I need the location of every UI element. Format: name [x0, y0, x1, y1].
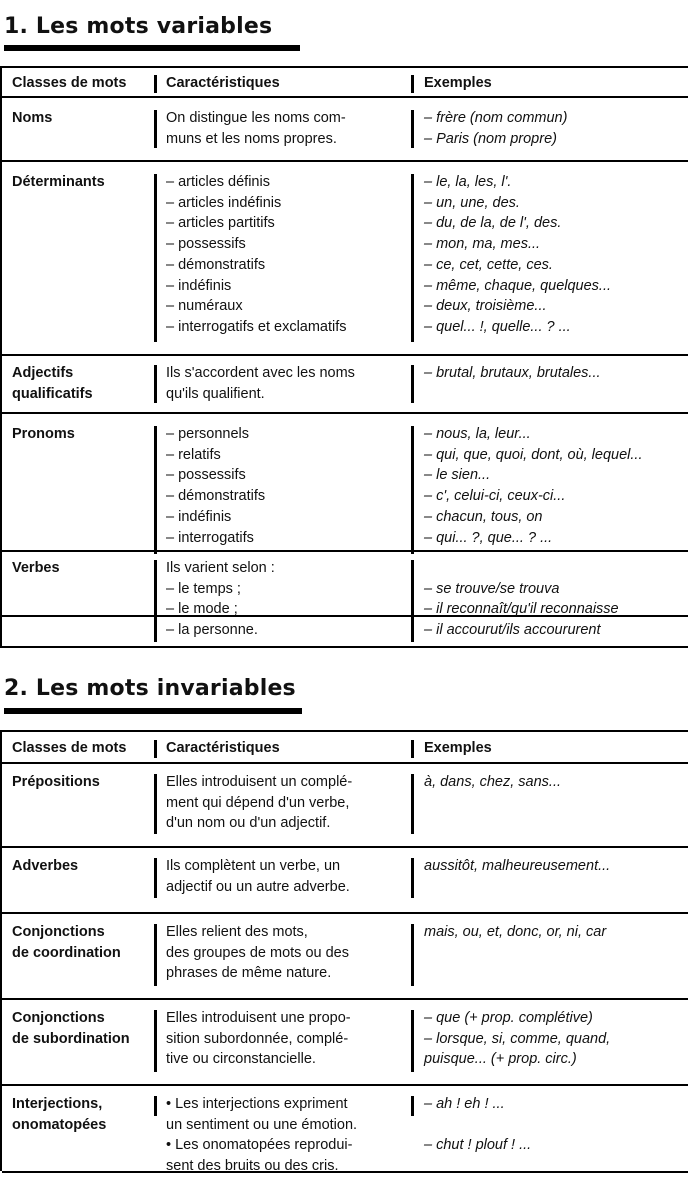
column-divider [154, 1096, 157, 1116]
row-class-line: Adjectifs [12, 365, 74, 381]
example-line: – un, une, des. [424, 194, 520, 211]
text-line: qu'ils qualifient. [166, 385, 265, 402]
text-line: sent des bruits ou des cris. [166, 1158, 339, 1175]
row-class [12, 172, 152, 354]
row-class-line: de coordination [12, 944, 121, 961]
example-line: – le, la, les, l'. [424, 174, 512, 190]
table-header [2, 732, 688, 762]
section-1-title: 1. Les mots variables [4, 14, 273, 39]
column-divider [411, 560, 414, 642]
row-class-line: Adverbes [12, 858, 79, 874]
column-divider [411, 924, 414, 986]
row-class-line: de subordination [12, 1030, 130, 1047]
section-2-title-underline [4, 708, 302, 714]
example-line [424, 1115, 688, 1136]
text-line: – indéfinis [166, 277, 232, 294]
table-row-interjections [2, 1084, 688, 1173]
column-divider [411, 365, 414, 403]
column-divider [154, 1010, 157, 1072]
example-line [424, 558, 688, 579]
text-line: Ils s'accordent avec les noms [166, 365, 355, 381]
text-line: Elles introduisent une propo- [166, 1010, 351, 1026]
row-class-line: onomatopées [12, 1116, 107, 1133]
example-line: – lorsque, si, comme, quand, [424, 1030, 611, 1047]
text-line: – le mode ; [166, 601, 238, 618]
header-exemples: Exemples [424, 75, 492, 91]
example-line: – chut ! plouf ! ... [424, 1137, 532, 1154]
row-caracteristiques [166, 108, 406, 160]
example-line: – Paris (nom propre) [424, 130, 557, 147]
row-class [12, 108, 152, 160]
text-line: un sentiment ou une émotion. [166, 1116, 358, 1133]
column-divider [411, 75, 414, 93]
row-caracteristiques [166, 172, 406, 354]
text-line: On distingue les noms com- [166, 110, 346, 126]
row-exemples [424, 363, 688, 412]
example-line: à, dans, chez, sans... [424, 774, 562, 790]
section-1-title-underline [4, 45, 300, 51]
column-divider [411, 426, 414, 554]
row-exemples [424, 558, 688, 648]
example-line: – ah ! eh ! ... [424, 1096, 505, 1112]
table-row-conjonctions-coordination [2, 912, 688, 998]
table-row-adjectifs [2, 354, 688, 412]
text-line: • Les interjections expriment [166, 1096, 348, 1112]
text-line: – possessifs [166, 236, 246, 253]
column-divider [154, 858, 157, 898]
header-classes: Classes de mots [12, 75, 127, 91]
column-divider [411, 110, 414, 148]
row-caracteristiques [166, 856, 406, 912]
text-line: d'un nom ou d'un adjectif. [166, 815, 331, 832]
example-line: – c', celui-ci, ceux-ci... [424, 488, 566, 505]
row-caracteristiques [166, 772, 406, 846]
table-mots-variables [0, 66, 688, 648]
text-line: phrases de même nature. [166, 965, 332, 982]
column-divider [154, 174, 157, 342]
column-divider [411, 174, 414, 342]
text-line: ment qui dépend d'un verbe, [166, 794, 350, 811]
example-line: – se trouve/se trouva [424, 580, 560, 597]
table-row-noms [2, 96, 688, 160]
example-line: – du, de la, de l', des. [424, 215, 562, 232]
example-line: – il reconnaît/qu'il reconnaisse [424, 601, 619, 618]
example-line: – nous, la, leur... [424, 426, 531, 442]
column-divider [411, 1096, 414, 1116]
text-line: – le temps ; [166, 580, 241, 597]
row-caracteristiques [166, 363, 406, 412]
row-class-line: Conjonctions [12, 1010, 105, 1026]
text-line: – personnels [166, 426, 250, 442]
column-divider [154, 365, 157, 403]
example-line: – qui... ?, que... ? ... [424, 529, 553, 546]
row-caracteristiques [166, 1094, 406, 1175]
column-divider [411, 858, 414, 898]
column-divider [154, 924, 157, 986]
example-line: – qui, que, quoi, dont, où, lequel... [424, 446, 643, 463]
row-class [12, 1008, 152, 1084]
text-line: des groupes de mots ou des [166, 944, 349, 961]
column-divider [154, 110, 157, 148]
example-line: – quel... !, quelle... ? ... [424, 318, 571, 335]
example-line: – chacun, tous, on [424, 508, 543, 525]
example-line: – ce, cet, cette, ces. [424, 256, 553, 273]
example-line: – mon, ma, mes... [424, 236, 541, 253]
row-class-line: Verbes [12, 560, 60, 576]
row-class-line: Interjections, [12, 1096, 103, 1112]
row-class [12, 772, 152, 846]
row-class-line: Pronoms [12, 426, 75, 442]
row-caracteristiques [166, 922, 406, 998]
table-row-adverbes [2, 846, 688, 912]
column-divider [154, 426, 157, 554]
text-line: – interrogatifs [166, 529, 254, 546]
row-exemples [424, 922, 688, 998]
example-line: – que (+ prop. complétive) [424, 1010, 593, 1026]
column-divider [154, 774, 157, 834]
table-row-verbes-content [2, 550, 688, 648]
example-line: – deux, troisième... [424, 298, 547, 315]
row-exemples [424, 108, 688, 160]
row-exemples [424, 772, 688, 846]
text-line: – indéfinis [166, 508, 232, 525]
header-caracteristiques: Caractéristiques [166, 740, 280, 756]
example-line: – il accourut/ils accoururent [424, 622, 601, 639]
text-line: Elles introduisent un complé- [166, 774, 353, 790]
row-exemples [424, 856, 688, 912]
row-class [12, 363, 152, 412]
header-classes: Classes de mots [12, 740, 127, 756]
row-class [12, 856, 152, 912]
text-line: – relatifs [166, 446, 221, 463]
column-divider [411, 740, 414, 758]
text-line: sition subordonnée, complé- [166, 1030, 349, 1047]
text-line: Ils complètent un verbe, un [166, 858, 341, 874]
text-line: Ils varient selon : [166, 560, 275, 576]
text-line: – démonstratifs [166, 256, 266, 273]
table-row-prepositions [2, 762, 688, 846]
column-divider [154, 740, 157, 758]
example-line: – le sien... [424, 467, 491, 484]
text-line: – articles indéfinis [166, 194, 282, 211]
text-line: – numéraux [166, 298, 243, 315]
row-class [12, 922, 152, 998]
column-divider [154, 75, 157, 93]
table-header [2, 68, 688, 96]
column-divider [411, 1010, 414, 1072]
table-row-conjonctions-subordination [2, 998, 688, 1084]
row-class-line: Déterminants [12, 174, 105, 190]
text-line: – interrogatifs et exclamatifs [166, 318, 347, 335]
example-line: mais, ou, et, donc, or, ni, car [424, 924, 607, 940]
text-line: tive ou circonstancielle. [166, 1051, 316, 1068]
text-line: – possessifs [166, 467, 246, 484]
example-line: – frère (nom commun) [424, 110, 568, 126]
row-exemples [424, 1094, 688, 1171]
header-exemples: Exemples [424, 740, 492, 756]
row-exemples [424, 1008, 688, 1084]
text-line: – la personne. [166, 622, 258, 639]
text-line: – démonstratifs [166, 488, 266, 505]
row-class [12, 558, 152, 648]
table-mots-invariables [0, 730, 688, 1175]
text-line: muns et les noms propres. [166, 130, 337, 147]
column-divider [411, 774, 414, 834]
text-line: – articles partitifs [166, 215, 275, 232]
example-line: – même, chaque, quelques... [424, 277, 612, 294]
column-divider [154, 560, 157, 642]
row-class-line: qualificatifs [12, 385, 93, 402]
text-line: Elles relient des mots, [166, 924, 308, 940]
text-line: adjectif ou un autre adverbe. [166, 878, 350, 895]
row-class-line: Prépositions [12, 774, 100, 790]
row-class-line: Noms [12, 110, 53, 126]
text-line: – articles définis [166, 174, 270, 190]
row-class [12, 1094, 152, 1171]
row-caracteristiques [166, 558, 406, 648]
row-caracteristiques [166, 1008, 406, 1084]
section-2-title: 2. Les mots invariables [4, 676, 296, 701]
text-line: • Les onomatopées reprodui- [166, 1137, 353, 1154]
example-line: puisque... (+ prop. circ.) [424, 1051, 577, 1068]
example-line: – brutal, brutaux, brutales... [424, 365, 601, 381]
table-row-determinants [2, 160, 688, 354]
example-line: aussitôt, malheureusement... [424, 858, 611, 874]
row-exemples [424, 172, 688, 354]
row-class-line: Conjonctions [12, 924, 105, 940]
header-caracteristiques: Caractéristiques [166, 75, 280, 91]
